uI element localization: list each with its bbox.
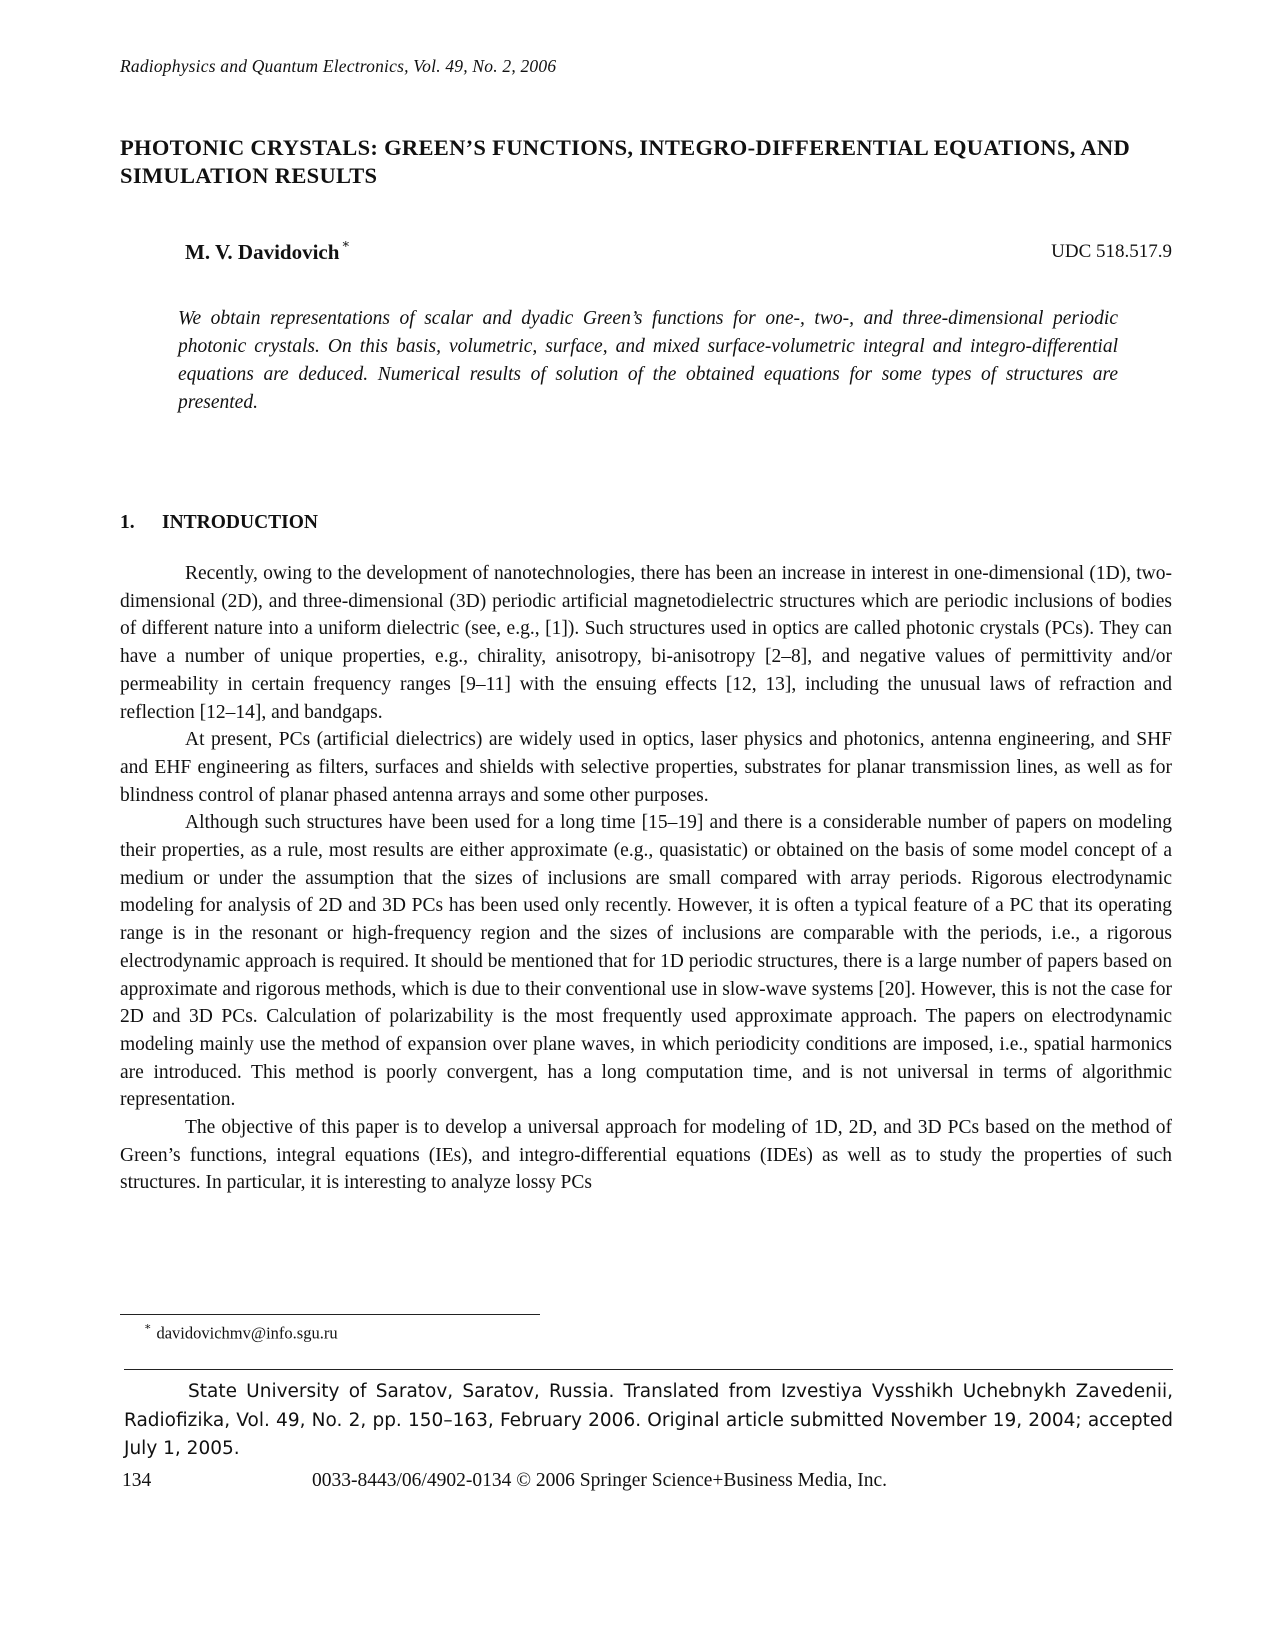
section-number: 1. bbox=[120, 512, 135, 533]
footnote-divider bbox=[120, 1314, 540, 1315]
paragraph: At present, PCs (artificial dielectrics) are widely used in optics, laser physics and photonics, antenna engineering, and SHF and EHF engineering as filters, surfaces and shields with selective properties, substrates for planar transmission lines, as well as for blindness control of planar phased antenna arrays and some other purposes. bbox=[120, 729, 1172, 806]
author-footnote-mark: ∗ bbox=[341, 236, 351, 251]
page-number: 134 bbox=[122, 1470, 152, 1491]
footnote-mark: ∗ bbox=[144, 1321, 152, 1333]
paragraph: Recently, owing to the development of nanotechnologies, there has been an increase in interest in one-dimensional (1D), two-dimensional (2D), and three-dimensional (3D) periodic artificial magnetodielectric structures which are periodic inclusions of bodies of different nature into a uniform dielectric (see, e.g., [1]). Such structures used in optics are called photonic crystals (PCs). They can have a number of unique properties, e.g., chirality, anisotropy, bi-anisotropy [2–8], and negative values of permittivity and/or permeability in certain frequency ranges [9–11] with the ensuing effects [12, 13], including the unusual laws of refraction and reflection [12–14], and bandgaps. bbox=[120, 563, 1172, 723]
affiliation-divider bbox=[124, 1369, 1173, 1370]
section-title: INTRODUCTION bbox=[162, 512, 319, 533]
article-title: PHOTONIC CRYSTALS: GREEN’S FUNCTIONS, INTEGRO-DIFFERENTIAL EQUATIONS, AND SIMULATION RESULTS bbox=[120, 135, 1131, 188]
udc-code: UDC 518.517.9 bbox=[1051, 241, 1172, 262]
author-name: M. V. Davidovich bbox=[185, 240, 340, 264]
footnote-email: davidovichmv@info.sgu.ru bbox=[156, 1323, 338, 1343]
copyright-line: 0033-8443/06/4902-0134 © 2006 Springer Science+Business Media, Inc. bbox=[312, 1470, 887, 1491]
section-heading bbox=[120, 512, 318, 534]
paragraph: The objective of this paper is to develop a universal approach for modeling of 1D, 2D, and 3D PCs based on the method of Green’s functions, integral equations (IEs), and integro-differential equations (IDEs) as well as to study the properties of such structures. In particular, it is interesting to analyze lossy PCs bbox=[120, 1117, 1172, 1194]
abstract: We obtain representations of scalar and dyadic Green’s functions for one-, two-, and three-dimensional periodic photonic crystals. On this basis, volumetric, surface, and mixed surface-volumetric integral and integro-differential equations are deduced. Numerical results of solution of the obtained equations for some types of structures are presented. bbox=[178, 308, 1118, 413]
journal-header: Radiophysics and Quantum Electronics, Vol. 49, No. 2, 2006 bbox=[120, 56, 557, 76]
body-text bbox=[120, 560, 1172, 1197]
footnote bbox=[144, 1322, 338, 1344]
affiliation-note: State University of Saratov, Saratov, Russia. Translated from Izvestiya Vysshikh Uchebnykh Zavedenii, Radiofizika, Vol. 49, No. 2, pp. 150–163, February 2006. Original article submitted November 19, 2004; accepted July 1, 2005. bbox=[124, 1381, 1173, 1459]
author-line bbox=[185, 236, 351, 265]
paragraph: Although such structures have been used for a long time [15–19] and there is a considerable number of papers on modeling their properties, as a rule, most results are either approximate (e.g., quasistatic) or obtained on the basis of some model concept of a medium or under the assumption that the sizes of inclusions are small compared with array periods. Rigorous electrodynamic modeling for analysis of 2D and 3D PCs has been used only recently. However, it is often a typical feature of a PC that its operating range is in the resonant or high-frequency region and the sizes of inclusions are comparable with the periods, i.e., a rigorous electrodynamic approach is required. It should be mentioned that for 1D periodic structures, there is a large number of papers based on approximate and rigorous methods, which is due to their conventional use in slow-wave systems [20]. However, this is not the case for 2D and 3D PCs. Calculation of polarizability is the most frequently used approximate approach. The papers on electrodynamic modeling mainly use the method of expansion over plane waves, in which periodicity conditions are imposed, i.e., spatial harmonics are introduced. This method is poorly convergent, has a long computation time, and is not universal in terms of algorithmic representation. bbox=[120, 812, 1172, 1111]
